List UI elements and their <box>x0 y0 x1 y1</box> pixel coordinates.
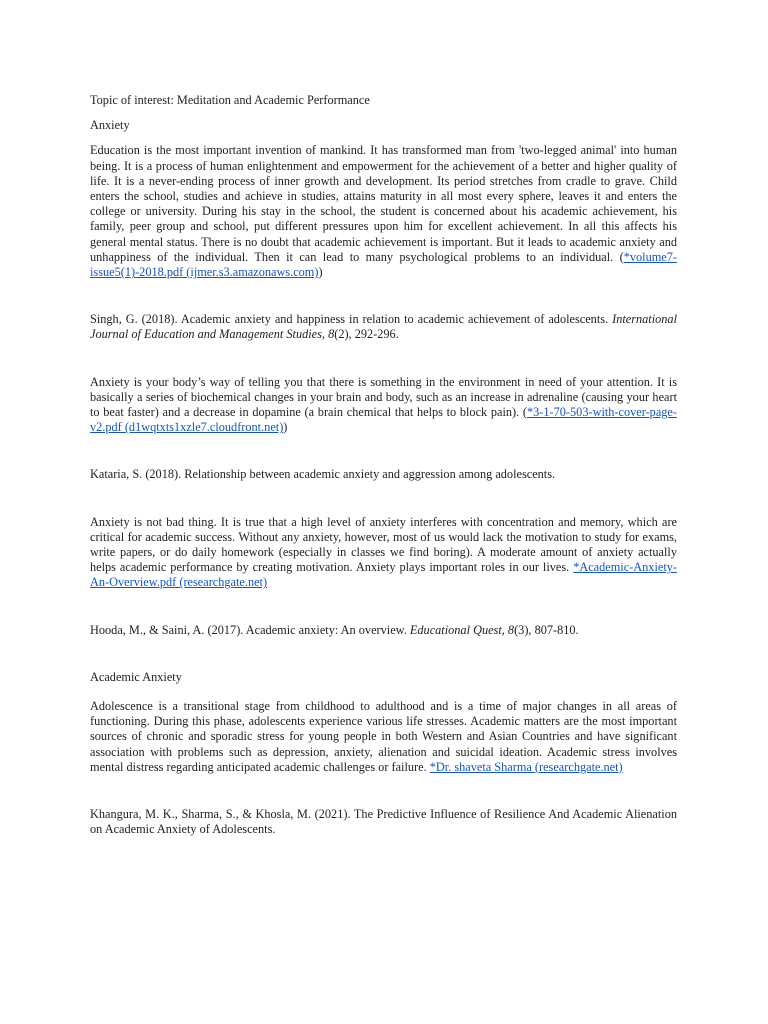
reference-kataria: Kataria, S. (2018). Relationship between academic anxiety and aggression among adolescents. <box>90 467 556 482</box>
reference-hooda <box>90 623 677 638</box>
topic-line: Topic of interest: Meditation and Academic Performance <box>90 93 370 107</box>
reference-journal: Educational Quest <box>409 622 502 637</box>
reference-text: Singh, G. (2018). Academic anxiety and happiness in relation to academic achievement of adolescents. <box>90 312 613 327</box>
reference-text: Hooda, M., & Saini, A. (2017). Academic anxiety: An overview. <box>90 622 410 637</box>
paragraph-text: Anxiety is not bad thing. It is true that a high level of anxiety interferes with concentration and memory, which are critical for academic success. Without any anxiety, however, most of us would lack the motivation to study for exams, write papers, or do daily homework (especially in classes we find boring). A moderate amount of anxiety actually helps academic performance by creating motivation. Anxiety plays important roles in our lives. <box>90 514 677 575</box>
document-content <box>90 93 677 838</box>
paragraph-education <box>90 143 677 280</box>
link-researchgate-sharma[interactable]: *Dr. shaveta Sharma (researchgate.net) <box>429 759 623 774</box>
paragraph-text: Education is the most important invention of mankind. It has transformed man from 'two-legged animal' into human being. It is a process of human enlightenment and empowerment for the achievement of a better and higher quality of life. It is a never-ending process of inner growth and development. Its period stretches from cradle to grave. Child enters the school, studies and achieve in studies, attains maturity in all most every sphere, leaves it and enters the college or university. During his stay in the school, the student is concerned about his academic achievement, his family, peer group and school, put different pressures upon him for excellent achievement. In all this affects his general mental status. There is no doubt that academic achievement is important. But it leads to academic anxiety and unhappiness of the individual. Then it can lead to many psychological problems to an individual. ( <box>90 143 677 264</box>
reference-volume: 8 <box>328 327 335 342</box>
paragraph-not-bad <box>90 515 677 591</box>
link-ijmer-pdf[interactable]: *volume7-issue5(1)-2018.pdf (ijmer.s3.amazonaws.com) <box>90 249 677 280</box>
paragraph-adolescence <box>90 699 677 775</box>
paragraph-text: Adolescence is a transitional stage from childhood to adulthood and is a time of major changes in all areas of functioning. During this phase, adolescents experience various life stresses. Academic matters are the most important sources of chronic and sporadic stress for young people in both Western and Asian Countries and have significant association with problems such as depression, anxiety, alienation and suicidal ideation. Academic stress involves mental distress regarding anticipated academic challenges or failure. <box>90 699 677 774</box>
paragraph-body-anxiety <box>90 375 677 436</box>
academic-anxiety-heading: Academic Anxiety <box>90 669 182 684</box>
reference-khangura: Khangura, M. K., Sharma, S., & Khosla, M. (2021). The Predictive Influence of Resilience And Academic Alienation on Academic Anxiety of Adolescents. <box>90 807 677 837</box>
reference-journal: International Journal of Education and Management Studies <box>90 312 677 342</box>
reference-singh <box>90 312 677 342</box>
reference-pages: (3), 807-810. <box>514 622 579 637</box>
reference-separator: , <box>321 327 329 342</box>
paragraph-text: Anxiety is your body’s way of telling you that there is something in the environment in need of your attention. It is basically a series of biochemical changes in your brain and body, such as an increase in adrenaline (causing your heart to beat faster) and a decrease in dopamine (a brain chemical that helps to block pain). ( <box>90 374 677 420</box>
link-cloudfront-pdf[interactable]: *3-1-70-503-with-cover-page-v2.pdf (d1wqtxts1xzle7.cloudfront.net) <box>90 405 677 435</box>
reference-separator: , <box>501 622 508 637</box>
paragraph-close: ) <box>283 420 288 435</box>
anxiety-heading: Anxiety <box>90 118 130 133</box>
reference-volume: 8 <box>507 622 515 637</box>
link-researchgate-overview[interactable]: *Academic-Anxiety-An-Overview.pdf (researchgate.net) <box>90 560 677 590</box>
paragraph-close: ) <box>318 265 323 280</box>
reference-pages: (2), 292-296. <box>334 327 399 342</box>
